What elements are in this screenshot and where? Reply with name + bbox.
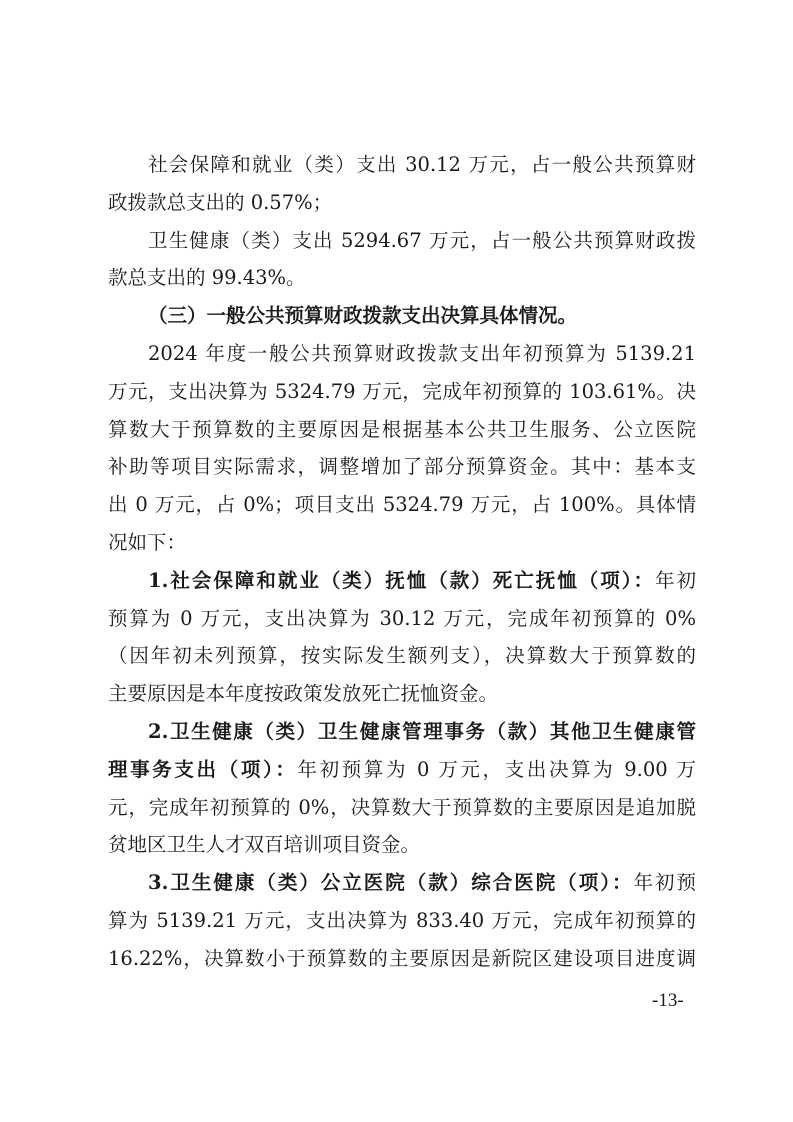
body-text: 元，完成年初预算的 0%，决算数大于预算数的主要原因是追加脱 (108, 795, 696, 819)
text-line (108, 940, 696, 978)
text-line (108, 902, 696, 940)
body-text: 况如下： (108, 530, 187, 554)
body-text: 年初预算为 0 万元，支出决算为 9.00 万 (297, 757, 696, 781)
text-line (108, 675, 696, 713)
body-text: 年初 (655, 568, 696, 592)
body-text: 补助等项目实际需求，调整增加了部分预算资金。其中：基本支 (108, 455, 696, 479)
document-body (108, 146, 696, 978)
text-line (108, 486, 696, 524)
bold-heading-text: 1.社会保障和就业（类）抚恤（款）死亡抚恤（项）： (148, 568, 655, 592)
text-line (108, 789, 696, 827)
bold-heading-text: 理事务支出（项）： (108, 757, 298, 781)
text-line (108, 751, 696, 789)
text-line (108, 864, 696, 902)
text-line (108, 297, 696, 335)
body-text: 款总支出的 99.43%。 (108, 266, 306, 290)
text-line (108, 335, 696, 373)
body-text: 出 0 万元，占 0%；项目支出 5324.79 万元，占 100%。具体情 (108, 493, 696, 517)
body-text: 卫生健康（类）支出 5294.67 万元，占一般公共预算财政拨 (148, 228, 696, 252)
body-text: 政拨款总支出的 0.57%； (108, 190, 333, 214)
text-line (108, 411, 696, 449)
body-text: 16.22%，决算数小于预算数的主要原因是新院区建设项目进度调 (108, 946, 696, 970)
text-line (108, 448, 696, 486)
body-text: 主要原因是本年度按政策发放死亡抚恤资金。 (108, 682, 499, 706)
text-line (108, 713, 696, 751)
body-text: 万元，支出决算为 5324.79 万元，完成年初预算的 103.61%。决 (108, 379, 696, 403)
text-line (108, 600, 696, 638)
body-text: 2024 年度一般公共预算财政拨款支出年初预算为 5139.21 (148, 341, 696, 365)
text-line (108, 373, 696, 411)
bold-heading-text: 2.卫生健康（类）卫生健康管理事务（款）其他卫生健康管 (148, 719, 696, 743)
text-line (108, 524, 696, 562)
text-line (108, 222, 696, 260)
body-text: 算数大于预算数的主要原因是根据基本公共卫生服务、公立医院 (108, 417, 696, 441)
text-line (108, 562, 696, 600)
bold-heading-text: （三）一般公共预算财政拨款支出决算具体情况。 (148, 304, 578, 328)
page-number: -13- (652, 990, 684, 1011)
text-line (108, 637, 696, 675)
body-text: 算为 5139.21 万元，支出决算为 833.40 万元，完成年初预算的 (108, 908, 696, 932)
bold-heading-text: 3.卫生健康（类）公立医院（款）综合医院（项）： (148, 871, 634, 895)
body-text: 贫地区卫生人才双百培训项目资金。 (108, 833, 421, 857)
body-text: 年初预 (633, 871, 696, 895)
body-text: 社会保障和就业（类）支出 30.12 万元，占一般公共预算财 (148, 153, 696, 176)
text-line (108, 259, 696, 297)
body-text: （因年初未列预算，按实际发生额列支），决算数大于预算数的 (108, 644, 696, 668)
body-text: 预算为 0 万元，支出决算为 30.12 万元，完成年初预算的 0% (108, 606, 696, 630)
text-line (108, 184, 696, 222)
text-line (108, 826, 696, 864)
text-line (108, 146, 696, 184)
